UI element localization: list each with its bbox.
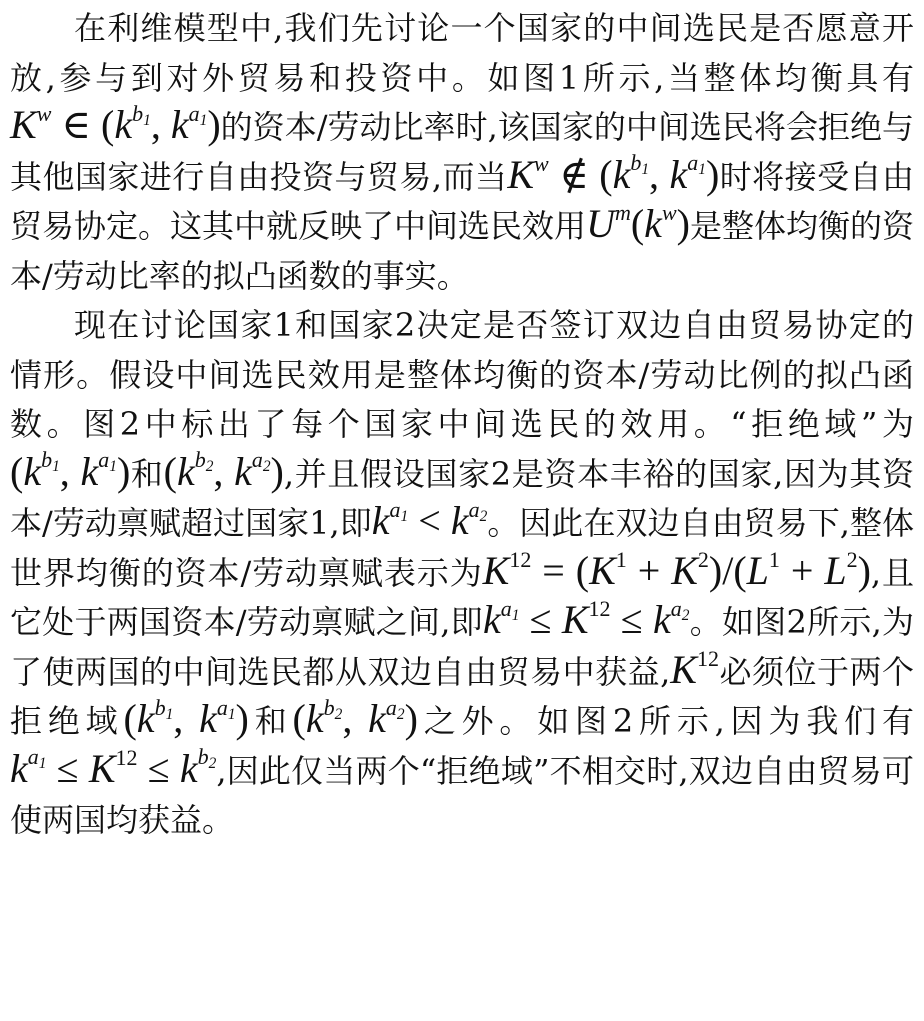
text-run: ,因此仅当两个“拒绝域”不相交时,双边自由贸易可使两国均获益。 bbox=[10, 751, 914, 839]
text-run: ,并且假设国家2是资本丰裕的国家,因为其资本/劳动禀赋超过国家1,即 bbox=[10, 454, 914, 542]
text-run: 时将接受自由贸易协定。这其中就反映了中间选民效用 bbox=[10, 157, 914, 245]
math-utility: $U^m(k^w)$ bbox=[586, 199, 690, 246]
text-run: 之外。如图2所示,因为我们有 bbox=[417, 702, 914, 740]
math-interval-1: ($k^{b_1}$, $k^{a_1}$) bbox=[10, 447, 131, 494]
text-run: 。如图2所示,为了使两国的中间选民都从双边自由贸易中获益, bbox=[10, 603, 914, 691]
text-run: 现在讨论国家1和国家2决定是否签订双边自由贸易协定的情形。假设中间选民效用是整体均衡的资本/劳动比例的拟凸函数。图2中标出了每个国家中间选民的效用。“拒绝域”为 bbox=[10, 306, 914, 443]
document-page bbox=[10, 0, 914, 846]
paragraph-1 bbox=[10, 0, 914, 301]
math-interval-2: ($k^{b_2}$, $k^{a_2}$) bbox=[163, 447, 284, 494]
text-run: 在利维模型中,我们先讨论一个国家的中间选民是否愿意开放,参与到对外贸易和投资中。如图1所示,当整体均衡具有 bbox=[10, 9, 914, 97]
text-run: 是整体均衡的资本/劳动比率的拟凸函数的事实。 bbox=[10, 207, 914, 295]
math-k12-definition: $K^{12} = (K^1 + K^2)/(L^1 + L^2)$ bbox=[482, 546, 871, 593]
math-interval-2-again: ($k^{b_2}$, $k^{a_2}$) bbox=[292, 694, 418, 741]
text-run: ,且它处于两国资本/劳动禀赋之间,即 bbox=[10, 553, 915, 641]
math-interval-1-again: ($k^{b_1}$, $k^{a_1}$) bbox=[123, 694, 249, 741]
math-k12: $K^{12}$ bbox=[670, 645, 719, 692]
math-k12-between: $k^{a_1} \le K^{12} \le k^{a_2}$ bbox=[482, 595, 690, 642]
math-kw-not-in-interval: $K^w$ ∉ ($k^{b_1}$, $k^{a_1}$) bbox=[507, 150, 720, 197]
text-run: 和 bbox=[248, 702, 293, 740]
math-k12-range-b2: $k^{a_1} \le K^{12} \le k^{b_2}$ bbox=[10, 744, 217, 791]
math-ka1-lt-ka2: $k^{a_1} < k^{a_2}$ bbox=[371, 496, 488, 543]
text-run: 必须位于两个拒绝域 bbox=[10, 652, 914, 740]
math-kw-in-interval: $K^w$ ∈ ($k^{b_1}$, $k^{a_1}$) bbox=[10, 100, 221, 147]
paragraph-2 bbox=[10, 301, 914, 846]
text-run: 的资本/劳动比率时,该国家的中间选民将会拒绝与其他国家进行自由投资与贸易,而当 bbox=[10, 108, 914, 196]
text-run: 。因此在双边自由贸易下,整体世界均衡的资本/劳动禀赋表示为 bbox=[10, 504, 914, 592]
text-run: 和 bbox=[130, 454, 164, 493]
